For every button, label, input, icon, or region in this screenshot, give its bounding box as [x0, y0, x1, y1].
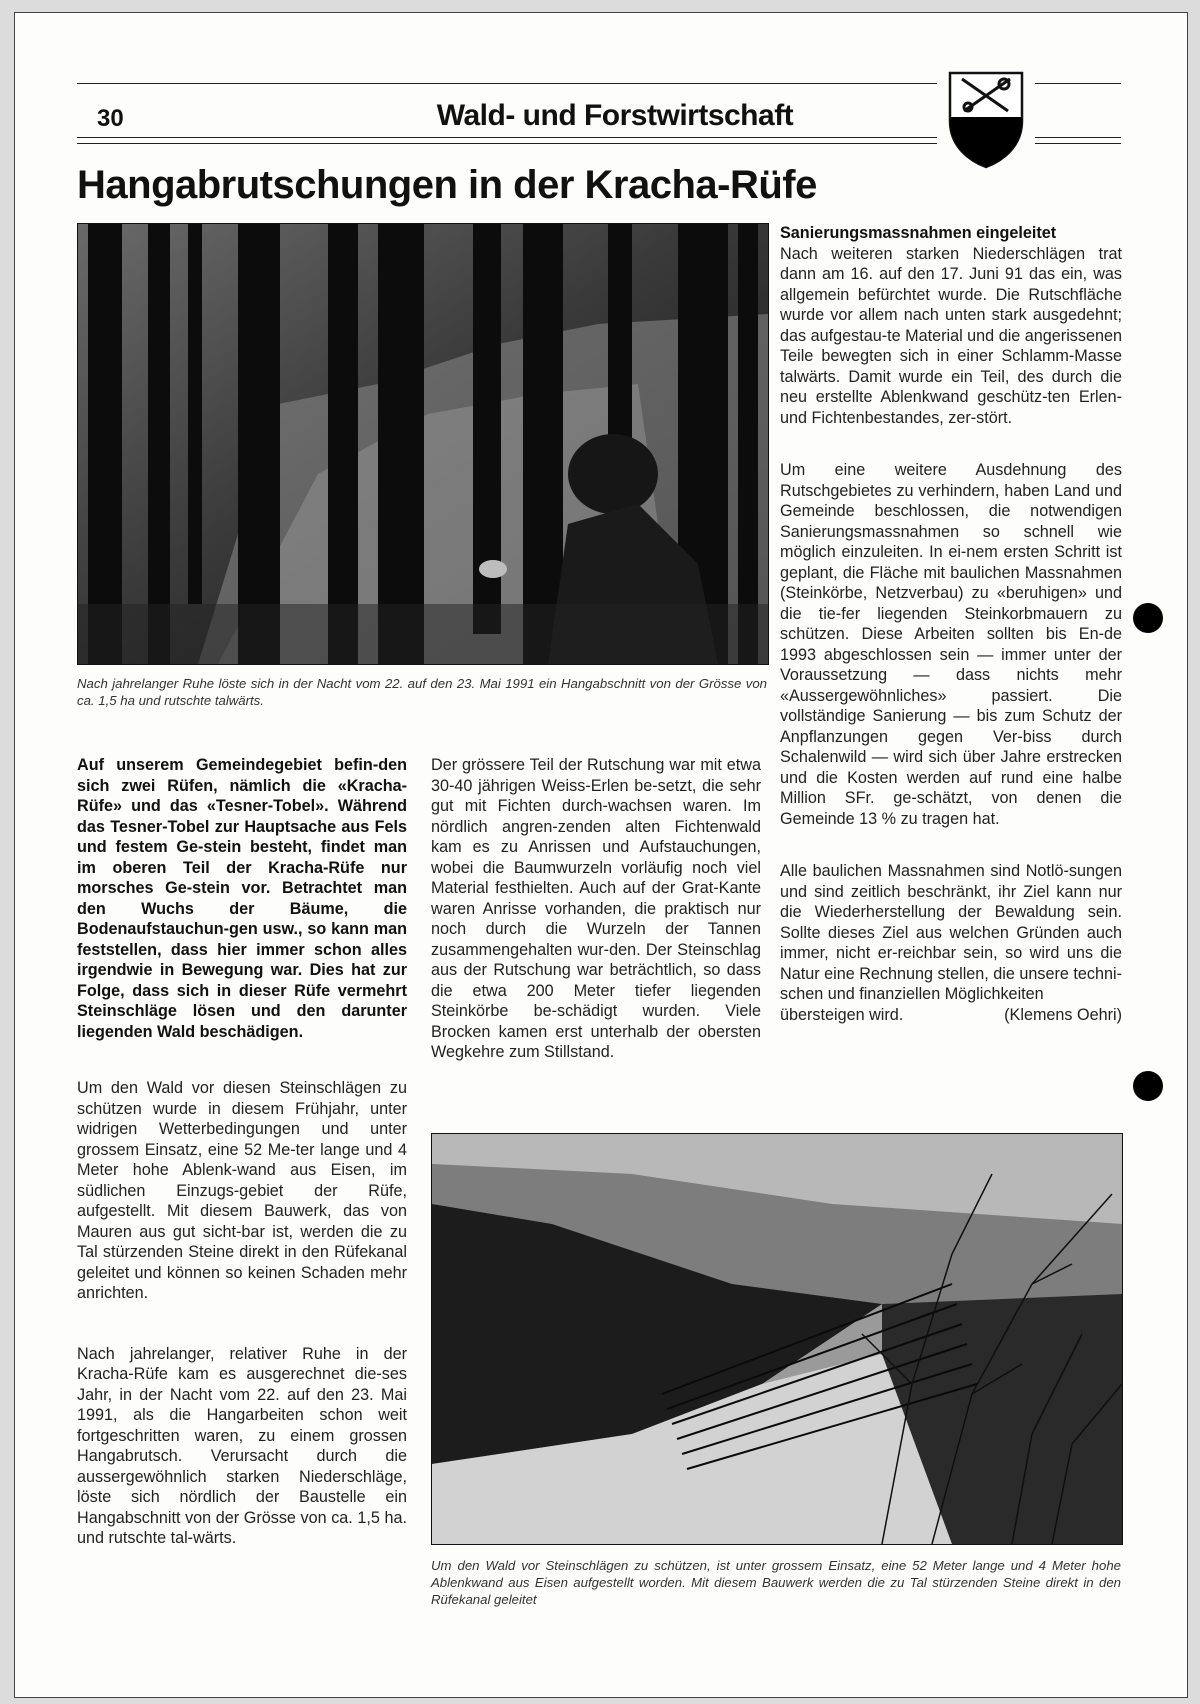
binding-hole-top [1133, 603, 1163, 633]
header-rule-right-mid [1035, 137, 1121, 138]
forest-photo-caption: Nach jahrelanger Ruhe löste sich in der Nacht vom 22. auf den 23. Mai 1991 ein Hangabschnitt von der Grösse von ca. 1,5 ha und rutschte talwärts. [77, 676, 767, 708]
column-1 [77, 755, 407, 1569]
header-rule-right-bottom [1035, 143, 1121, 144]
header-rule-top [77, 83, 937, 84]
barrier-wall-photo-image [432, 1134, 1122, 1544]
barrier-wall-photo-caption: Um den Wald vor Steinschlägen zu schützen, ist unter grossem Einsatz, eine 52 Meter lange und 4 Meter hohe Ablenkwand aus Eisen aufgestellt worden. Mit diesem Bauwerk werden die zu Tal stürzenden Steine direkt in den Rüfekanal geleitet [431, 1558, 1121, 1607]
subheading: Sanierungsmassnahmen eingeleitet [780, 224, 1057, 242]
column-3 [780, 223, 1122, 1025]
header-rule-right-top [1035, 83, 1121, 84]
column-2 [431, 755, 761, 1083]
col1-paragraph-2: Nach jahrelanger, relativer Ruhe in der Kracha-Rüfe kam es ausgerechnet die-ses Jahr, in der Nacht vom 22. auf den 23. Mai 1991, als die Hangarbeiten schon weit fortgeschritten waren, zu einem grossen Hangabrutsch. Verursacht durch die aussergewöhnlich starken Niederschläge, löste sich nördlich der Baustelle ein Hangabschnitt von der Grösse von ca. 1,5 ha. und rutschte tal-wärts. [77, 1344, 407, 1547]
header-rule-bottom [77, 143, 937, 144]
page-number: 30 [97, 105, 124, 132]
author: (Klemens Oehri) [1004, 1005, 1122, 1024]
headline: Hangabrutschungen in der Kracha-Rüfe [77, 163, 817, 207]
page [14, 12, 1188, 1698]
col1-paragraph-1: Um den Wald vor diesen Steinschlägen zu schützen wurde in diesem Frühjahr, unter widrigen Wetterbedingungen und unter grossem Einsatz, eine 52 Me-ter lange und 4 Meter hohe Ablenk-wand aus Eisen, im südlichen Einzugs-gebiet der Rüfe, aufgestellt. Mit diesem Bauwerk, das von Mauren aus gut sicht-bar ist, werden die zu Tal stürzenden Steine direkt in den Rüfekanal geleitet und können so keinen Schaden mehr anrichten. [77, 1079, 407, 1302]
forest-photo-image [78, 224, 768, 664]
col3-paragraph-3: Alle baulichen Massnahmen sind Notlö-sungen und sind zeitlich beschränkt, ihr Ziel kann nur die Wiederherstellung der Bewaldung sein. Sollte dieses Ziel aus welchen Gründen auch immer, nicht er-reichbar sein, so wird uns die Natur eine Rechnung stellen, die unsere techni-schen und finanziellen Möglichkeiten [780, 862, 1122, 1003]
col3-paragraph-1: Nach weiteren starken Niederschlägen trat dann am 16. auf den 17. Juni 91 das ein, was allgemein befürchtet wurde. Die Rutschfläche wurde vor allem nach unten stark ausgedehnt; das aufgestau-te Material und die angerissenen Teile bewegten sich in einer Schlamm-Masse talwärts. Damit wurde ein Teil, des durch die neu erstellte Ablenkwand geschütz-ten Erlen- und Fichtenbestandes, zer-stört. [780, 244, 1122, 427]
barrier-wall-photo [431, 1133, 1123, 1545]
coat-of-arms-icon [946, 69, 1026, 169]
col3-last-line: übersteigen wird. [780, 1005, 904, 1024]
col3-paragraph-2: Um eine weitere Ausdehnung des Rutschgebietes zu verhindern, haben Land und Gemeinde beschlossen, die notwendigen Sanierungsmassnahmen so schnell wie möglich einzuleiten. In ei-nem ersten Schritt ist geplant, die Fläche mit baulichen Massnahmen (Steinkörbe, Netzverbau) zu «beruhigen» und die tie-fer liegenden Steinkorbmauern zu schützen. Diese Arbeiten sollten bis En-de 1993 abgeschlossen sein — immer unter der Voraussetzung — dass nichts mehr «Aussergewöhnliches» passiert. Die vollständige Sanierung — bis zum Schutz der Anpflanzungen gegen Ver-biss durch Schalenwild — wird sich über Jahre erstrecken und die Kosten werden auf rund eine halbe Million SFr. ge-schätzt, von denen die Gemeinde 13 % zu tragen hat. [780, 461, 1122, 828]
binding-hole-bottom [1133, 1071, 1163, 1101]
col2-paragraph-1: Der grössere Teil der Rutschung war mit etwa 30-40 jährigen Weiss-Erlen be-setzt, die sehr gut mit Fichten durch-wachsen waren. Im nördlich angren-zenden alten Fichtenwald kam es zu Anrissen und Aufstauchungen, wobei die Baumwurzeln vorläufig noch viel Material festhielten. Auch auf der Grat-Kante waren Anrisse vorhanden, die praktisch nur noch durch die Wurzeln der Tannen zusammengehalten wur-den. Der Steinschlag aus der Rutschung war beträchtlich, so dass die etwa 200 Meter tiefer liegenden Steinkörbe be-schädigt wurden. Viele Brocken kamen erst unterhalb der obersten Wegkehre zum Stillstand. [431, 756, 761, 1061]
header-rule-mid [77, 137, 937, 138]
forest-photo [77, 223, 769, 665]
col3-closing-line [780, 1005, 1122, 1026]
section-title: Wald- und Forstwirtschaft [436, 99, 794, 132]
lead-paragraph: Auf unserem Gemeindegebiet befin-den sich zwei Rüfen, nämlich die «Kracha-Rüfe» und das «Tesner-Tobel». Während das Tesner-Tobel zur Hauptsache aus Fels und festem Ge-stein besteht, findet man im oberen Teil der Kracha-Rüfe nur morsches Ge-stein vor. Betrachtet man den Wuchs der Bäume, die Bodenaufstauchun-gen usw., so kann man feststellen, dass hier immer schon alles irgendwie in Bewegung war. Dies hat zur Folge, dass sich in dieser Rüfe vermehrt Steinschläge lösen und den darunter liegenden Wald beschädigen. [77, 756, 407, 1041]
